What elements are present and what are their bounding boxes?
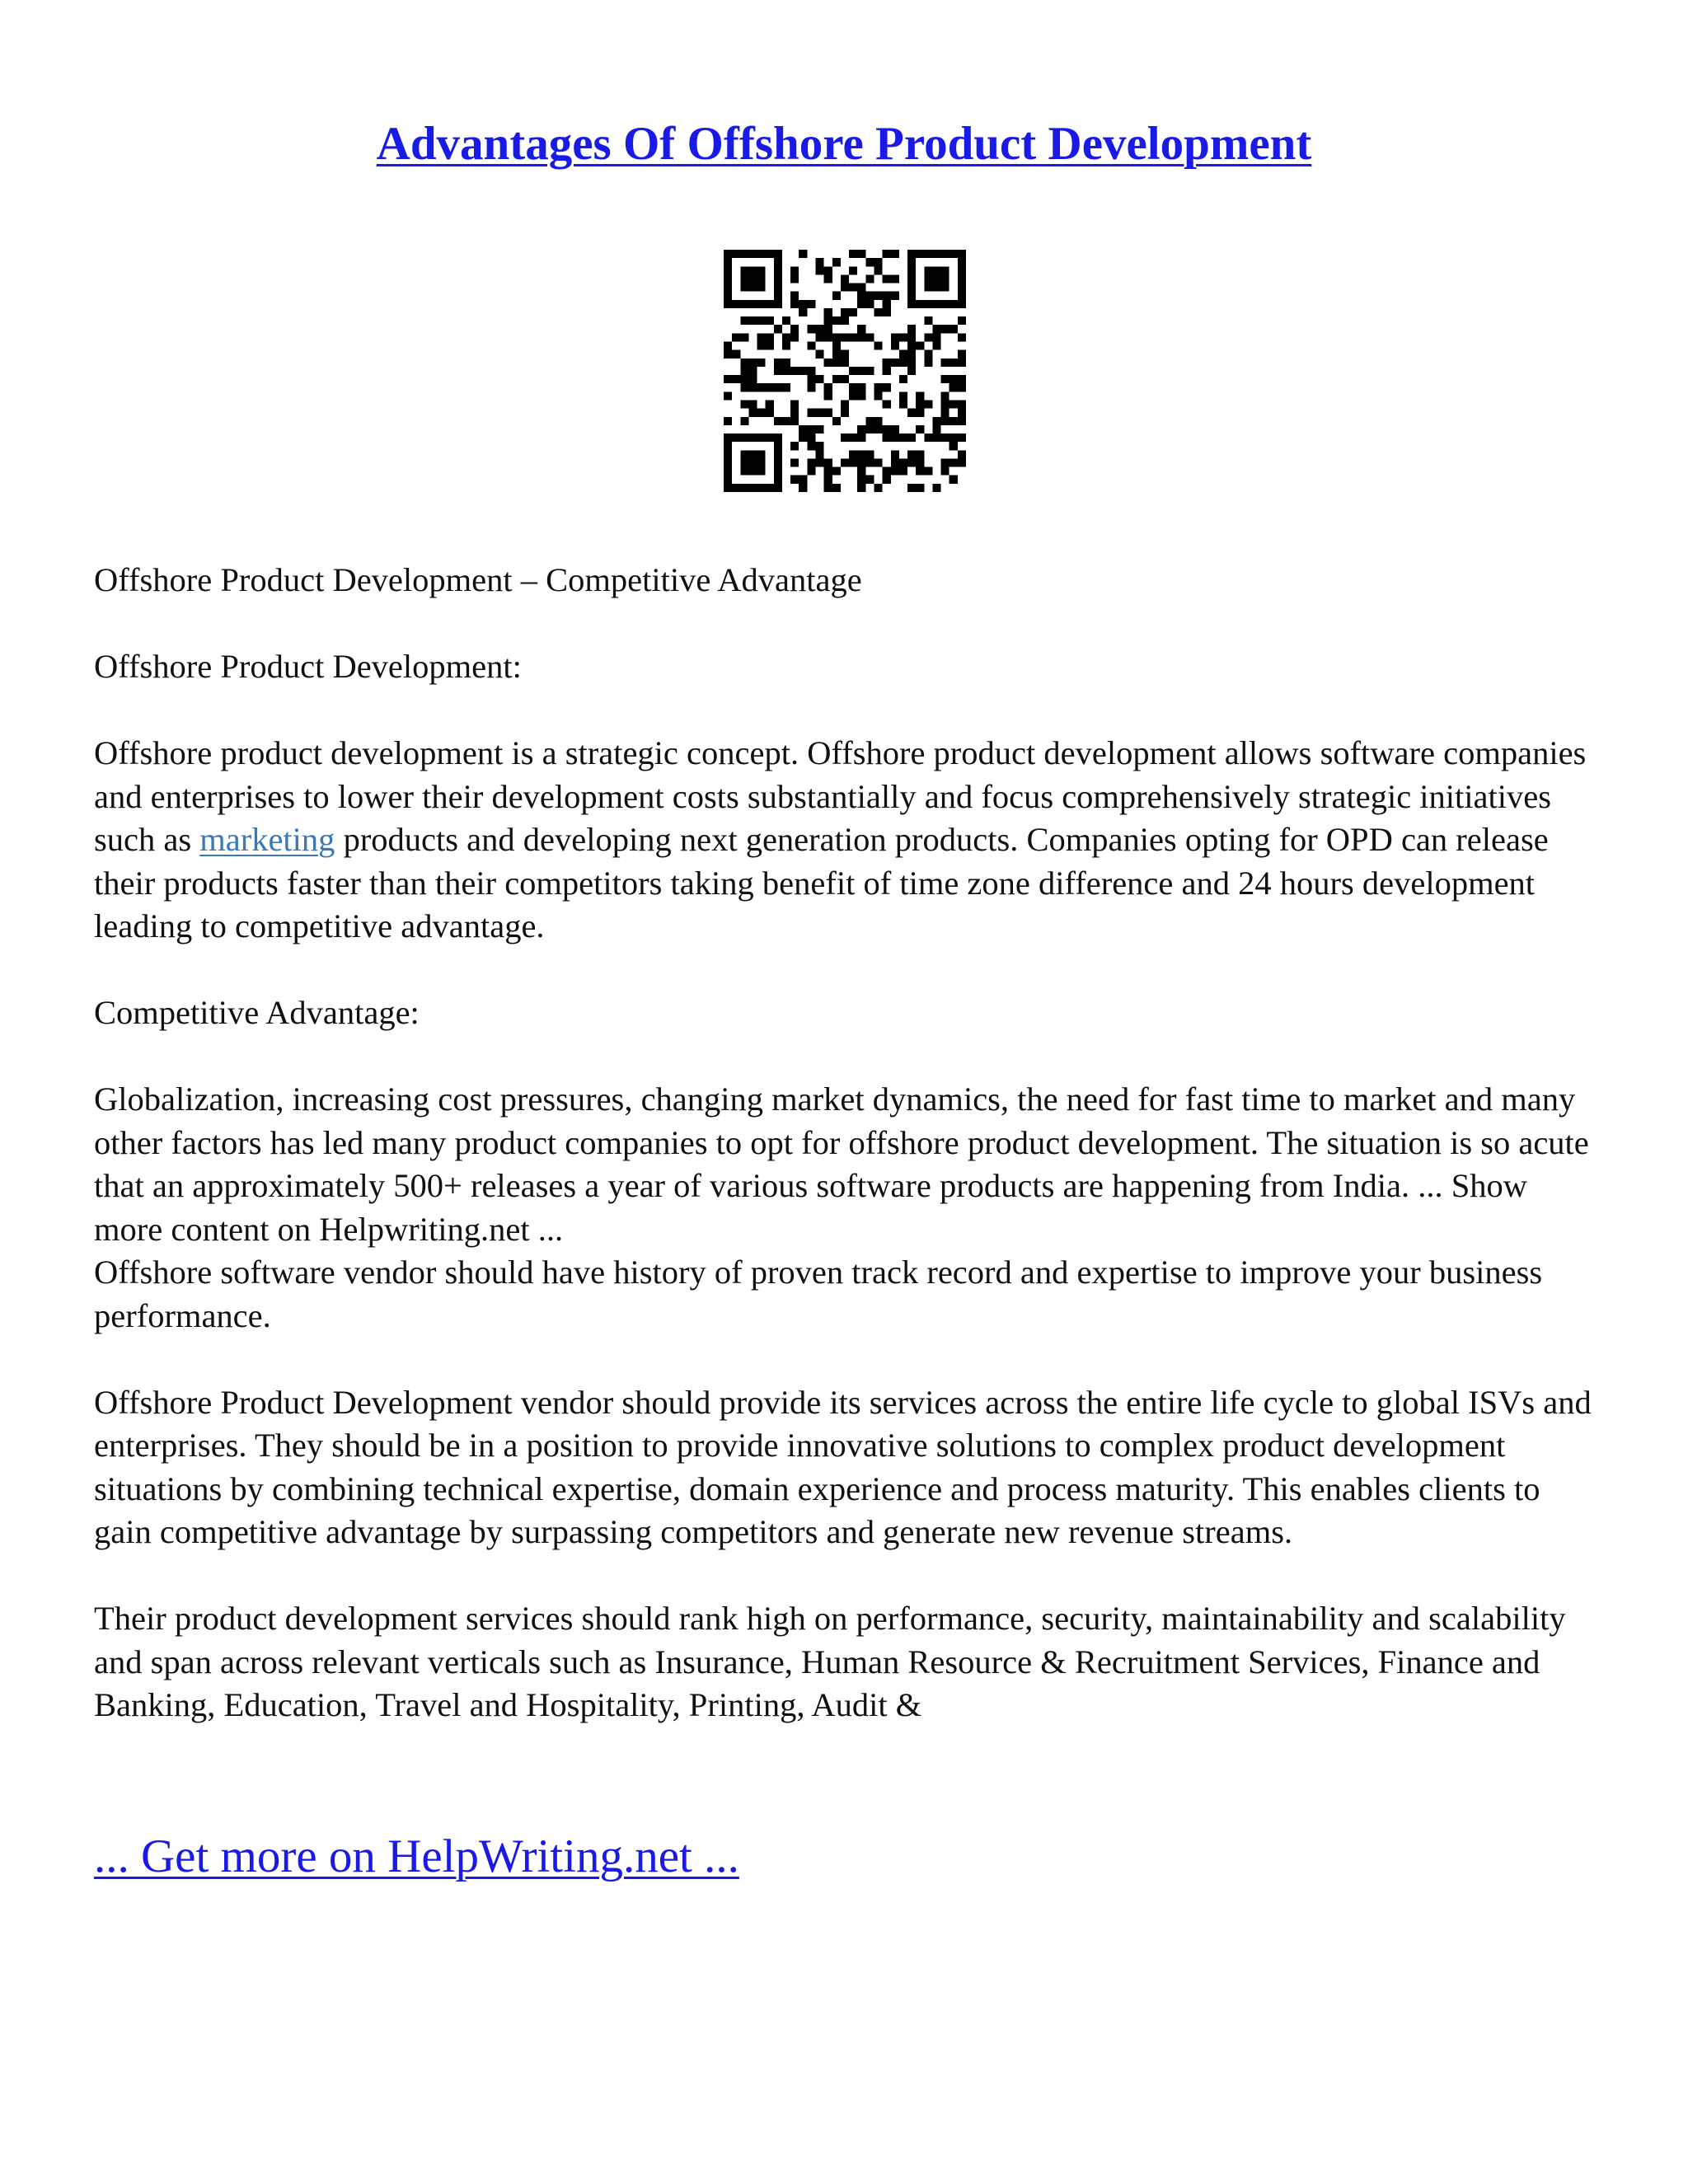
section-heading-competitive: Competitive Advantage:	[94, 994, 420, 1031]
qr-code-icon	[724, 250, 966, 492]
document-body	[94, 559, 1602, 1770]
paragraph-services-rank: Their product development services should rank high on performance, security, maintainability and scalability and span across relevant verticals such as Insurance, Human Resource & Recruitment Services, Finance and Banking, Education, Travel and Hospitality, Printing, Audit &	[94, 1600, 1566, 1723]
paragraph-vendor-services: Offshore Product Development vendor should provide its services across the entire life cycle to global ISVs and enterprises. They should be in a position to provide innovative solutions to complex product development situations by combining technical expertise, domain experience and process maturity. This enables clients to gain competitive advantage by surpassing competitors and generate new revenue streams.	[94, 1383, 1592, 1550]
document-title	[0, 115, 1688, 173]
get-more-link[interactable]: ... Get more on HelpWriting.net ...	[94, 1830, 739, 1882]
heading-line: Offshore Product Development – Competitive Advantage	[94, 561, 862, 598]
paragraph-vendor-history: Offshore software vendor should have history of proven track record and expertise to improve your business performance.	[94, 1254, 1543, 1334]
paragraph-text: products and developing next generation products. Companies opting for OPD can release their products faster than their competitors taking benefit of time zone difference and 24 hours development leading to competitive advantage.	[94, 821, 1549, 944]
paragraph-opd	[94, 732, 1602, 949]
paragraph-text: Offshore product development is a strategic concept. Offshore product development allows software companies and enterprises to lower their development costs substantially and focus comprehensively strategic initiatives such as	[94, 734, 1587, 858]
title-link[interactable]: Advantages Of Offshore Product Development	[376, 118, 1312, 170]
footer	[94, 1828, 739, 1886]
paragraph-competitive: Globalization, increasing cost pressures, changing market dynamics, the need for fast time to market and many other factors has led many product companies to opt for offshore product development. The situation is so acute that an approximately 500+ releases a year of various software products are happening from India. ... Show more content on Helpwriting.net ...	[94, 1080, 1589, 1248]
section-heading-opd: Offshore Product Development:	[94, 648, 522, 685]
marketing-link[interactable]: marketing	[199, 821, 335, 858]
